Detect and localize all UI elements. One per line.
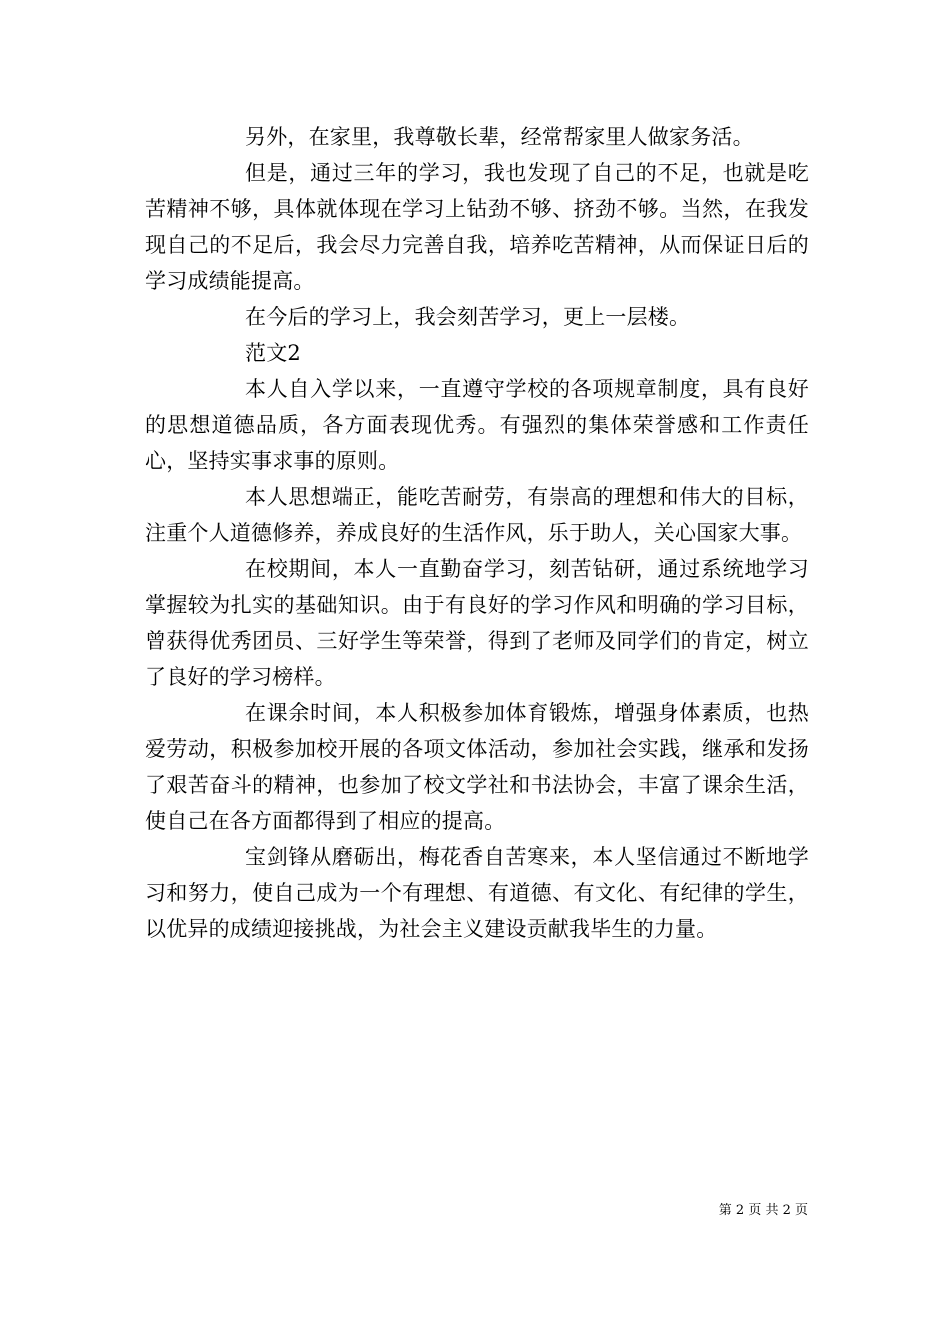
- page-number-footer: 第 2 页 共 2 页: [718, 1203, 808, 1218]
- paragraph: 在今后的学习上，我会刻苦学习，更上一层楼。: [245, 305, 691, 329]
- paragraph: 另外，在家里，我尊敬长辈，经常帮家里人做家务活。: [245, 125, 754, 149]
- paragraph: 在校期间，本人一直勤奋学习，刻苦钻研，通过系统地学习掌握较为扎实的基础知识。由于有良好的学习作风和明确的学习目标，曾获得优秀团员、三好学生等荣誉，得到了老师及同学们的肯定，树立了良好的学习榜样。: [145, 557, 809, 689]
- document-body: [145, 119, 809, 947]
- paragraph: 宝剑锋从磨砺出，梅花香自苦寒来，本人坚信通过不断地学习和努力，使自己成为一个有理想、有道德、有文化、有纪律的学生，以优异的成绩迎接挑战，为社会主义建设贡献我毕生的力量。: [145, 845, 809, 941]
- paragraph: 本人自入学以来，一直遵守学校的各项规章制度，具有良好的思想道德品质，各方面表现优秀。有强烈的集体荣誉感和工作责任心，坚持实事求事的原则。: [145, 377, 809, 473]
- paragraph: 但是，通过三年的学习，我也发现了自己的不足，也就是吃苦精神不够，具体就体现在学习上钻劲不够、挤劲不够。当然，在我发现自己的不足后，我会尽力完善自我，培养吃苦精神，从而保证日后的学习成绩能提高。: [145, 161, 809, 293]
- paragraph: 在课余时间，本人积极参加体育锻炼，增强身体素质，也热爱劳动，积极参加校开展的各项文体活动，参加社会实践，继承和发扬了艰苦奋斗的精神，也参加了校文学社和书法协会，丰富了课余生活，使自己在各方面都得到了相应的提高。: [145, 701, 809, 833]
- section-heading: 范文2: [245, 341, 301, 365]
- paragraph: 本人思想端正，能吃苦耐劳，有崇高的理想和伟大的目标，注重个人道德修养，养成良好的生活作风，乐于助人，关心国家大事。: [145, 485, 809, 545]
